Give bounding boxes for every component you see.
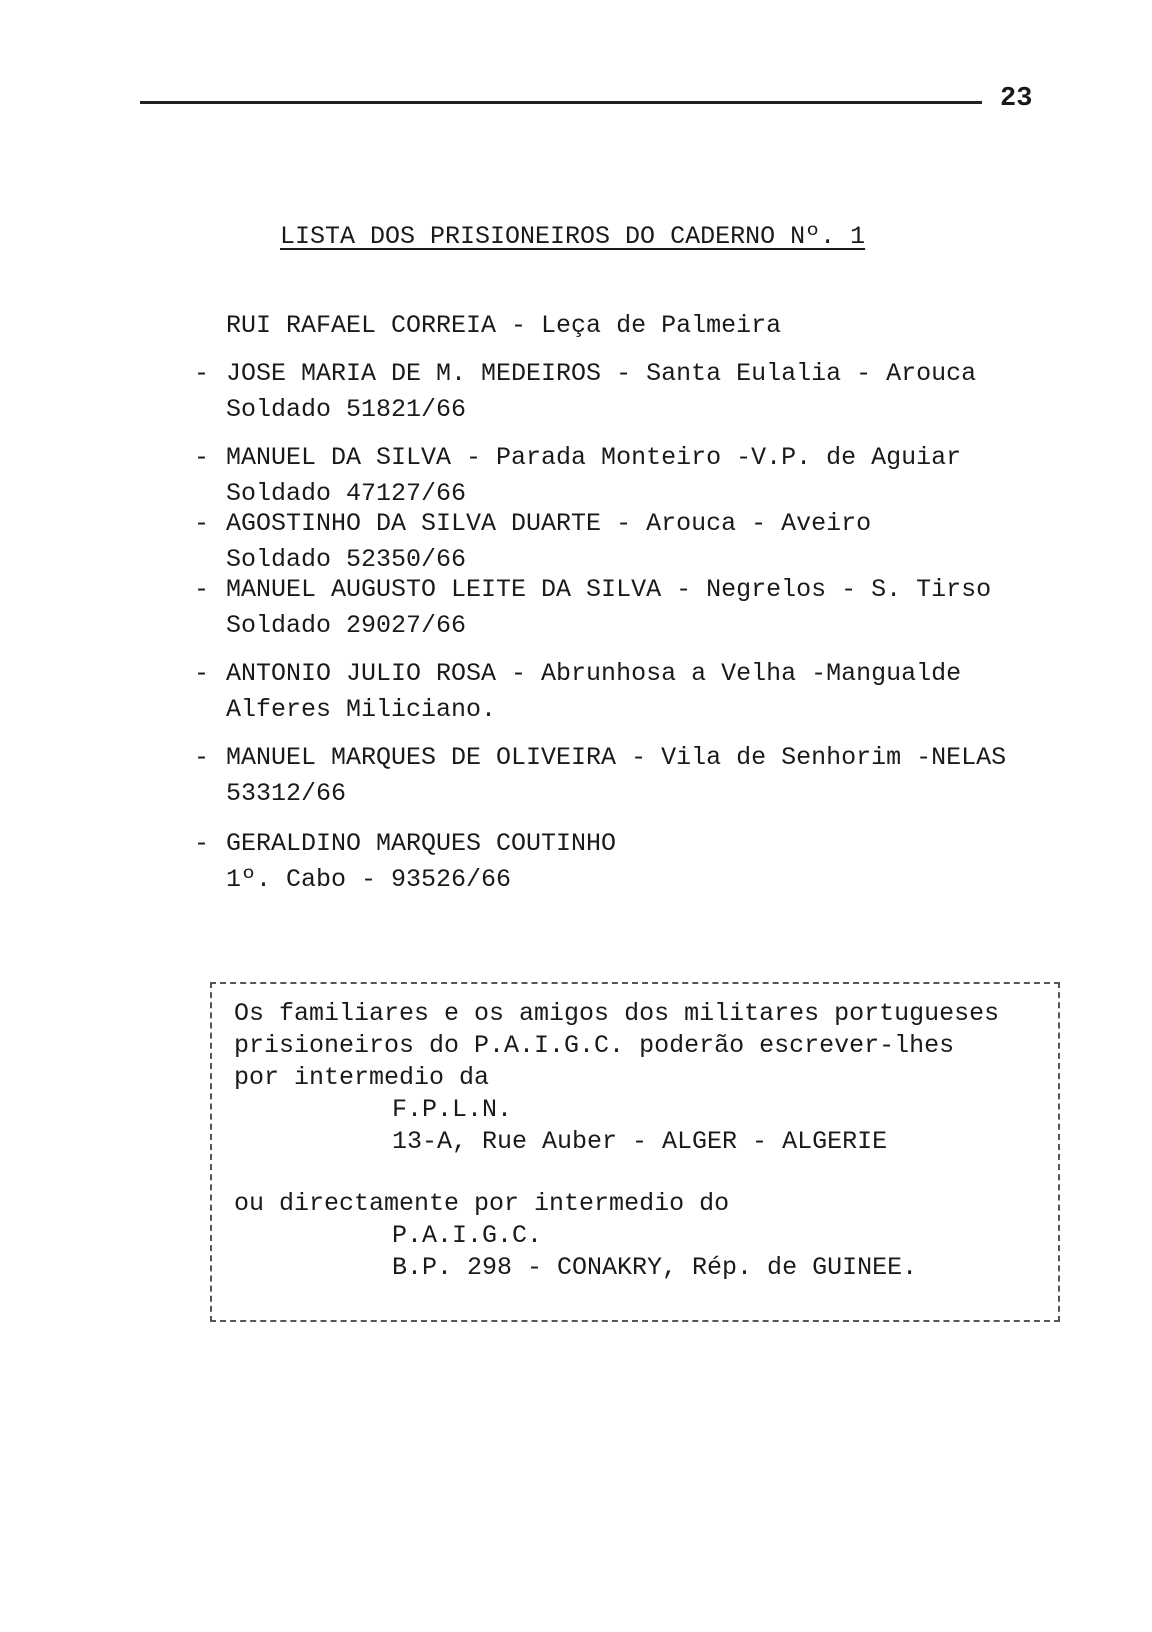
notice-line: Os familiares e os amigos dos militares portugueses (234, 999, 1000, 1028)
notice-address: B.P. 298 - CONAKRY, Rép. de GUINEE. (392, 1253, 918, 1282)
list-item (226, 308, 781, 344)
list-item (194, 656, 962, 728)
notice-spacer (234, 1158, 999, 1188)
header-rule (140, 101, 982, 104)
list-dash: - (194, 659, 210, 688)
list-dash: - (194, 509, 210, 538)
notice-line: prisioneiros do P.A.I.G.C. poderão escrever-lhes (234, 1031, 955, 1060)
prisoner-detail-line: Soldado 52350/66 (226, 545, 467, 574)
list-item (194, 356, 977, 428)
list-dash: - (194, 829, 210, 858)
list-item (194, 572, 992, 644)
prisoner-detail-line: Soldado 47127/66 (226, 479, 467, 508)
prisoner-detail-line: Soldado 51821/66 (226, 395, 467, 424)
prisoner-detail-line: 53312/66 (226, 779, 347, 808)
prisoner-detail-line: Soldado 29027/66 (226, 611, 467, 640)
page-number: 23 (1000, 84, 1033, 114)
prisoner-name-line: JOSE MARIA DE M. MEDEIROS - Santa Eulalia - Arouca (226, 359, 977, 388)
prisoner-name-line: GERALDINO MARQUES COUTINHO (226, 829, 617, 858)
notice-text (234, 998, 999, 1284)
notice-line: por intermedio da (234, 1063, 490, 1092)
notice-organization: P.A.I.G.C. (392, 1221, 543, 1250)
prisoner-name-line: RUI RAFAEL CORREIA - Leça de Palmeira (226, 311, 782, 340)
prisoner-name-line: AGOSTINHO DA SILVA DUARTE - Arouca - Aveiro (226, 509, 872, 538)
notice-line: ou directamente por intermedio do (234, 1189, 730, 1218)
list-dash: - (194, 359, 210, 388)
list-dash: - (194, 743, 210, 772)
prisoner-detail-line: 1º. Cabo - 93526/66 (226, 865, 512, 894)
notice-organization: F.P.L.N. (392, 1095, 513, 1124)
list-item (194, 506, 872, 578)
list-item (194, 740, 1007, 812)
list-item (194, 826, 617, 898)
prisoner-name-line: MANUEL DA SILVA - Parada Monteiro -V.P. de Aguiar (226, 443, 962, 472)
list-dash: - (194, 575, 210, 604)
list-dash: - (194, 443, 210, 472)
page-title: LISTA DOS PRISIONEIROS DO CADERNO Nº. 1 (280, 222, 866, 251)
prisoner-name-line: MANUEL AUGUSTO LEITE DA SILVA - Negrelos - S. Tirso (226, 575, 992, 604)
prisoner-name-line: MANUEL MARQUES DE OLIVEIRA - Vila de Senhorim -NELAS (226, 743, 1007, 772)
prisoner-name-line: ANTONIO JULIO ROSA - Abrunhosa a Velha -Mangualde (226, 659, 962, 688)
list-item (194, 440, 962, 512)
notice-address: 13-A, Rue Auber - ALGER - ALGERIE (392, 1127, 888, 1156)
prisoner-detail-line: Alferes Miliciano. (226, 695, 497, 724)
